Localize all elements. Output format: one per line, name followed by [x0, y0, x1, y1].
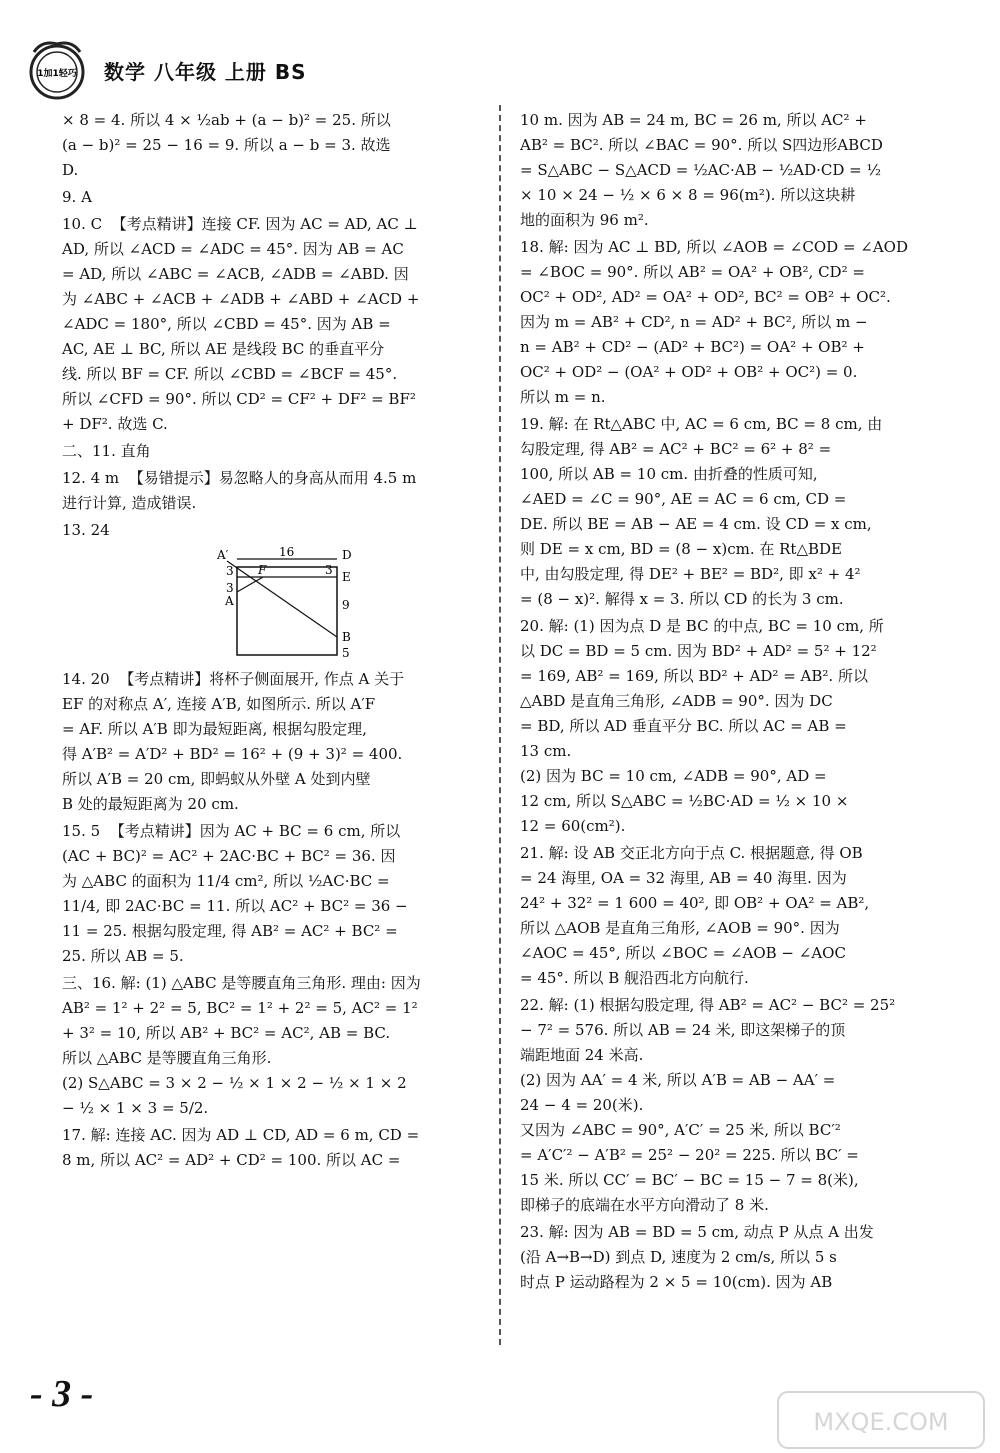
- watermark-text: MXQE.COM: [813, 1408, 949, 1436]
- answer-line: 11/4, 即 2AC·BC = 11. 所以 AC² + BC² = 36 −: [62, 897, 408, 915]
- answer-line: 11 = 25. 根据勾股定理, 得 AB² = AC² + BC² =: [62, 922, 398, 940]
- answer-line: + 3² = 10, 所以 AB² + BC² = AC², AB = BC.: [62, 1024, 391, 1042]
- answer-line: 所以 △AOB 是直角三角形, ∠AOB = 90°. 因为: [520, 919, 840, 937]
- answer-item: [520, 614, 952, 839]
- answer-line: 线. 所以 BF = CF. 所以 ∠CBD = ∠BCF = 45°.: [62, 365, 398, 383]
- answer-line: 端距地面 24 米高.: [520, 1046, 644, 1064]
- label-a: A: [225, 594, 234, 608]
- brand-logo-icon: [22, 38, 92, 102]
- answer-line: 15 米. 所以 CC′ = BC′ − BC = 15 − 7 = 8(米),: [520, 1171, 859, 1189]
- answer-item: [62, 667, 484, 817]
- answer-line: 13 cm.: [520, 742, 572, 760]
- answer-line: = A′C′² − A′B² = 25² − 20² = 225. 所以 BC′ =: [520, 1146, 859, 1164]
- answer-line: = AF. 所以 A′B 即为最短距离, 根据勾股定理,: [62, 720, 367, 738]
- logo-text: 1加1轻巧: [37, 69, 77, 79]
- answer-line: 20. 解: (1) 因为点 D 是 BC 的中点, BC = 10 cm, 所: [520, 617, 884, 635]
- answer-line: OC² + OD², AD² = OA² + OD², BC² = OB² + OC².: [520, 288, 891, 306]
- answer-line: 所以 △ABC 是等腰直角三角形.: [62, 1049, 272, 1067]
- label-right-mid: 9: [342, 598, 350, 612]
- answer-line: ∠AOC = 45°, 所以 ∠BOC = ∠AOB − ∠AOC: [520, 944, 846, 962]
- page-header: [22, 38, 522, 102]
- answer-line: B 处的最短距离为 20 cm.: [62, 795, 239, 813]
- answer-line: (AC + BC)² = AC² + 2AC·BC + BC² = 36. 因: [62, 847, 396, 865]
- answer-line: × 8 = 4. 所以 4 × ½ab + (a − b)² = 25. 所以: [62, 111, 391, 129]
- answer-line: △ABD 是直角三角形, ∠ADB = 90°. 因为 DC: [520, 692, 833, 710]
- answer-line: 得 A′B² = A′D² + BD² = 16² + (9 + 3)² = 400.: [62, 745, 403, 763]
- page-number-value: 3: [52, 1373, 72, 1415]
- left-column: [62, 108, 484, 1175]
- answer-item: [62, 212, 484, 437]
- answer-item: [62, 466, 484, 516]
- answer-line: 24² + 32² = 1 600 = 40², 即 OB² + OA² = AB²,: [520, 894, 870, 912]
- answer-line: AC, AE ⊥ BC, 所以 AE 是线段 BC 的垂直平分: [62, 340, 385, 358]
- answer-line: EF 的对称点 A′, 连接 A′B, 如图所示. 所以 A′F: [62, 695, 376, 713]
- answer-line: 22. 解: (1) 根据勾股定理, 得 AB² = AC² − BC² = 25²: [520, 996, 896, 1014]
- answer-line: 18. 解: 因为 AC ⊥ BD, 所以 ∠AOB = ∠COD = ∠AOD: [520, 238, 909, 256]
- answer-line: 14. 20 【考点精讲】将杯子侧面展开, 作点 A 关于: [62, 670, 405, 688]
- answer-line: 又因为 ∠ABC = 90°, A′C′ = 25 米, 所以 BC′²: [520, 1121, 841, 1139]
- answer-line: DE. 所以 BE = AB − AE = 4 cm. 设 CD = x cm,: [520, 515, 872, 533]
- answer-line: (2) 因为 AA′ = 4 米, 所以 A′B = AB − AA′ =: [520, 1071, 836, 1089]
- answer-line: 21. 解: 设 AB 交正北方向于点 C. 根据题意, 得 OB: [520, 844, 863, 862]
- answer-line: (2) 因为 BC = 10 cm, ∠ADB = 90°, AD =: [520, 767, 827, 785]
- answer-line: 13. 24: [62, 521, 110, 539]
- path-line-a1-b: [227, 561, 337, 637]
- answer-line: 因为 m = AB² + CD², n = AD² + BC², 所以 m −: [520, 313, 868, 331]
- answer-line: D.: [62, 161, 79, 179]
- answer-line: 为 ∠ABC + ∠ACB + ∠ADB + ∠ABD + ∠ACD +: [62, 290, 420, 308]
- answer-line: 12 = 60(cm²).: [520, 817, 626, 835]
- answer-item: [62, 971, 484, 1121]
- label-b: B: [342, 630, 351, 644]
- answer-line: ∠AED = ∠C = 90°, AE = AC = 6 cm, CD =: [520, 490, 847, 508]
- answer-item: [520, 1220, 952, 1295]
- answer-line: × 10 × 24 − ½ × 6 × 8 = 96(m²). 所以这块耕: [520, 186, 856, 204]
- answer-line: n = AB² + CD² − (AD² + BC²) = OA² + OB² +: [520, 338, 865, 356]
- answer-line: 15. 5 【考点精讲】因为 AC + BC = 6 cm, 所以: [62, 822, 401, 840]
- answer-line: (a − b)² = 25 − 16 = 9. 所以 a − b = 3. 故选: [62, 136, 391, 154]
- label-f: F: [258, 563, 267, 577]
- answer-line: (沿 A→B→D) 到点 D, 速度为 2 cm/s, 所以 5 s: [520, 1248, 837, 1266]
- answer-line: = S△ABC − S△ACD = ½AC·AB − ½AD·CD = ½: [520, 161, 882, 179]
- label-a-prime: A′: [217, 548, 229, 562]
- answer-item: [520, 412, 952, 612]
- answer-line: − ½ × 1 × 3 = 5/2.: [62, 1099, 209, 1117]
- answer-line: (2) S△ABC = 3 × 2 − ½ × 1 × 2 − ½ × 1 × 2: [62, 1074, 407, 1092]
- answer-item: [520, 841, 952, 991]
- answer-line: 以 DC = BD = 5 cm. 因为 BD² + AD² = 5² + 12²: [520, 642, 877, 660]
- answer-line: = 169, AB² = 169, 所以 BD² + AD² = AB². 所以: [520, 667, 868, 685]
- answer-line: − 7² = 576. 所以 AB = 24 米, 即这架梯子的顶: [520, 1021, 846, 1039]
- answer-item: [62, 1123, 484, 1173]
- answer-line: 12 cm, 所以 S△ABC = ½BC·AD = ½ × 10 ×: [520, 792, 849, 810]
- watermark-icon: [776, 1390, 986, 1450]
- answer-line: 12. 4 m 【易错提示】易忽略人的身高从而用 4.5 m: [62, 469, 417, 487]
- right-column: [520, 108, 952, 1297]
- answer-line: 10 m. 因为 AB = 24 m, BC = 26 m, 所以 AC² +: [520, 111, 867, 129]
- label-top-length: 16: [279, 547, 295, 559]
- answer-line: 即梯子的底端在水平方向滑动了 8 米.: [520, 1196, 769, 1214]
- column-divider: [499, 105, 501, 1345]
- answer-item: [62, 518, 484, 543]
- answer-item: [520, 108, 952, 233]
- page-number: - 3 -: [30, 1373, 94, 1415]
- label-left-mid: 3: [226, 581, 234, 595]
- answer-line: 23. 解: 因为 AB = BD = 5 cm, 动点 P 从点 A 出发: [520, 1223, 874, 1241]
- answer-line: 二、11. 直角: [62, 442, 151, 460]
- label-right-bot: 5: [342, 646, 350, 659]
- answer-line: 中, 由勾股定理, 得 DE² + BE² = BD², 即 x² + 4²: [520, 565, 861, 583]
- answer-line: OC² + OD² − (OA² + OD² + OB² + OC²) = 0.: [520, 363, 858, 381]
- answer-line: = AD, 所以 ∠ABC = ∠ACB, ∠ADB = ∠ABD. 因: [62, 265, 409, 283]
- answer-line: 则 DE = x cm, BD = (8 − x)cm. 在 Rt△BDE: [520, 540, 842, 558]
- answer-line: 三、16. 解: (1) △ABC 是等腰直角三角形. 理由: 因为: [62, 974, 421, 992]
- path-line-a-f: [237, 577, 263, 592]
- answer-line: 进行计算, 造成错误.: [62, 494, 197, 512]
- label-left-top: 3: [226, 564, 234, 578]
- answer-line: 100, 所以 AB = 10 cm. 由折叠的性质可知,: [520, 465, 818, 483]
- answer-line: 所以 ∠CFD = 90°. 所以 CD² = CF² + DF² = BF²: [62, 390, 416, 408]
- answer-item: [62, 439, 484, 464]
- answer-line: 所以 m = n.: [520, 388, 606, 406]
- answer-item: [62, 819, 484, 969]
- label-right-top: 3: [325, 563, 333, 577]
- answer-line: 时点 P 运动路程为 2 × 5 = 10(cm). 因为 AB: [520, 1273, 833, 1291]
- answer-line: 所以 A′B = 20 cm, 即蚂蚁从外壁 A 处到内壁: [62, 770, 371, 788]
- answer-line: AB² = 1² + 2² = 5, BC² = 1² + 2² = 5, AC² = 1²: [62, 999, 418, 1017]
- answer-line: 19. 解: 在 Rt△ABC 中, AC = 6 cm, BC = 8 cm, 由: [520, 415, 883, 433]
- answer-line: 地的面积为 96 m².: [520, 211, 649, 229]
- answer-line: 24 − 4 = 20(米).: [520, 1096, 644, 1114]
- answer-line: = 45°. 所以 B 舰沿西北方向航行.: [520, 969, 749, 987]
- answer-line: 25. 所以 AB = 5.: [62, 947, 184, 965]
- answer-line: 8 m, 所以 AC² = AD² + CD² = 100. 所以 AC =: [62, 1151, 401, 1169]
- answer-item: [62, 185, 484, 210]
- answer-line: = (8 − x)². 解得 x = 3. 所以 CD 的长为 3 cm.: [520, 590, 844, 608]
- answer-line: AB² = BC². 所以 ∠BAC = 90°. 所以 S四边形ABCD: [520, 136, 883, 154]
- answer-item: [520, 993, 952, 1218]
- answer-line: 勾股定理, 得 AB² = AC² + BC² = 6² + 8² =: [520, 440, 832, 458]
- answer-item: [62, 108, 484, 183]
- answer-line: ∠ADC = 180°, 所以 ∠CBD = 45°. 因为 AB =: [62, 315, 391, 333]
- label-d: D: [342, 548, 352, 562]
- answer-line: AD, 所以 ∠ACD = ∠ADC = 45°. 因为 AB = AC: [62, 240, 404, 258]
- answer-line: 10. C 【考点精讲】连接 CF. 因为 AC = AD, AC ⊥: [62, 215, 418, 233]
- answer-line: + DF². 故选 C.: [62, 415, 168, 433]
- cup-unfolded-figure: [217, 547, 377, 659]
- header-title: 数学 八年级 上册 BS: [104, 60, 307, 84]
- answer-line: = ∠BOC = 90°. 所以 AB² = OA² + OB², CD² =: [520, 263, 865, 281]
- answer-line: = 24 海里, OA = 32 海里, AB = 40 海里. 因为: [520, 869, 847, 887]
- cup-rectangle: [237, 567, 337, 655]
- answer-line: = BD, 所以 AD 垂直平分 BC. 所以 AC = AB =: [520, 717, 847, 735]
- answer-line: 17. 解: 连接 AC. 因为 AD ⊥ CD, AD = 6 m, CD =: [62, 1126, 420, 1144]
- answer-line: 为 △ABC 的面积为 11/4 cm², 所以 ½AC·BC =: [62, 872, 390, 890]
- label-e: E: [342, 570, 351, 584]
- answer-line: 9. A: [62, 188, 92, 206]
- answer-item: [520, 235, 952, 410]
